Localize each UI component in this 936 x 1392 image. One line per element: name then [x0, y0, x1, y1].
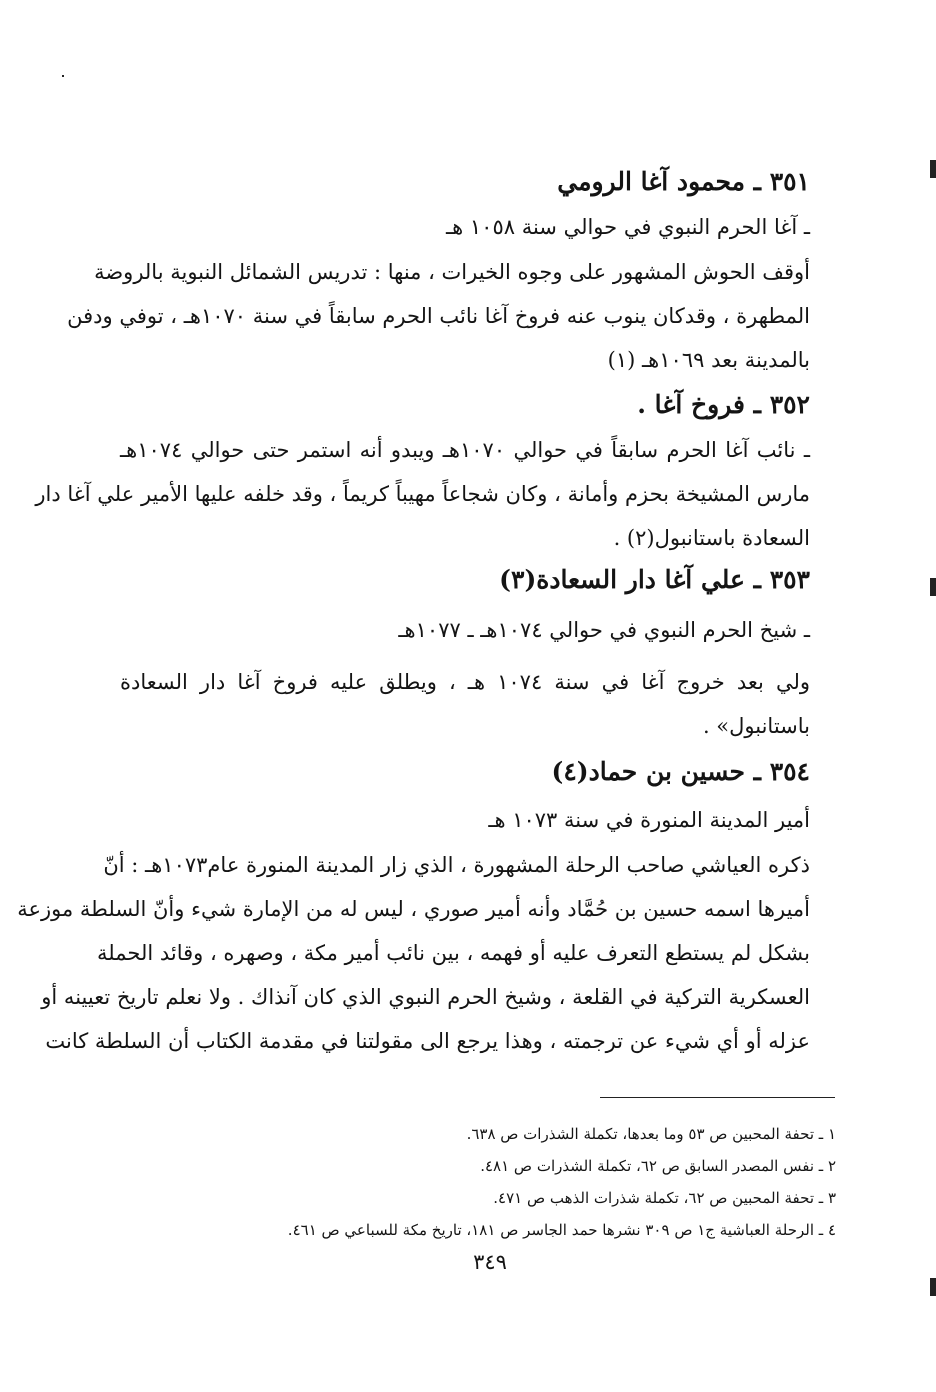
body-line: باستانبول» . — [702, 714, 810, 738]
body-line: مارس المشيخة بحزم وأمانة ، وكان شجاعاً مهيباً كريماً ، وقد خلفه عليها الأمير علي آغا دار — [35, 482, 810, 506]
entry-heading: ٣٥٣ ـ علي آغا دار السعادة(٣) — [499, 565, 810, 594]
body-line: ولي بعد خروج آغا في سنة ١٠٧٤ هـ ، ويطلق عليه فروخ آغا دار السعادة — [120, 670, 810, 694]
entry-354 — [120, 750, 810, 794]
entry-subtitle: ـ شيخ الحرم النبوي في حوالي ١٠٧٤هـ ـ ١٠٧٧هـ — [398, 618, 810, 642]
footnotes — [136, 1118, 836, 1246]
body-line: ـ نائب آغا الحرم سابقاً في حوالي ١٠٧٠هـ ويبدو أنه استمر حتى حوالي ١٠٧٤هـ — [120, 438, 810, 462]
entry-352 — [120, 383, 810, 427]
entry-heading: ٣٥٤ ـ حسين بن حماد(٤) — [551, 757, 810, 786]
entry-subtitle: أمير المدينة المنورة في سنة ١٠٧٣ هـ — [488, 808, 810, 832]
entry-351 — [120, 160, 810, 204]
page-number: ٣٤٩ — [473, 1250, 507, 1274]
entry-heading: ٣٥١ ـ محمود آغا الرومي — [557, 167, 810, 196]
entry-subtitle: ـ آغا الحرم النبوي في حوالي سنة ١٠٥٨ هـ — [446, 215, 810, 239]
entry-353-subtitle — [120, 608, 810, 652]
body-line: أميرها اسمه حسين بن حُمَّاد وأنه أمير صوري ، ليس له من الإمارة شيء وأنّ السلطة موزعة — [17, 897, 810, 921]
body-line: أوقف الحوش المشهور على وجوه الخيرات ، منها : تدريس الشمائل النبوية بالروضة — [94, 260, 810, 284]
entry-353-body — [120, 660, 810, 748]
footnote: ١ ـ تحفة المحبين ص ٥٣ وما بعدها، تكملة الشذرات ص ٦٣٨. — [466, 1125, 836, 1143]
scan-edge-mark — [930, 1278, 936, 1296]
entry-353 — [120, 558, 810, 602]
footnote: ٣ ـ تحفة المحبين ص ٦٢، تكملة شذرات الذهب ص ٤٧١. — [493, 1189, 836, 1207]
body-line: السعادة باستانبول(٢) . — [613, 526, 810, 550]
entry-heading: ٣٥٢ ـ فروخ آغا . — [637, 390, 810, 419]
entry-354-body — [17, 843, 810, 1063]
body-line: ذكره العياشي صاحب الرحلة المشهورة ، الذي زار المدينة المنورة عام١٠٧٣هـ : أنّ — [103, 853, 810, 877]
footnote: ٤ ـ الرحلة العباشية ج١ ص ٣٠٩ نشرها حمد الجاسر ص ١٨١، تاريخ مكة للسباعي ص ٤٦١. — [287, 1221, 836, 1239]
scan-edge-mark — [930, 160, 936, 178]
footnote-separator — [600, 1097, 835, 1098]
footnote: ٢ ـ نفس المصدر السابق ص ٦٢، تكملة الشذرات ص ٤٨١. — [480, 1157, 836, 1175]
entry-352-body — [35, 428, 810, 560]
entry-354-subtitle — [120, 798, 810, 842]
body-line: عزله أو أي شيء عن ترجمته ، وهذا يرجع الى مقولتنا في مقدمة الكتاب أن السلطة كانت — [45, 1029, 810, 1053]
entry-351-subtitle — [120, 205, 810, 249]
entry-351-body — [67, 250, 810, 382]
body-line: بالمدينة بعد ١٠٦٩هـ (١) — [607, 348, 810, 372]
body-line: بشكل لم يستطع التعرف عليه أو فهمه ، بين نائب أمير مكة ، وصهره ، وقائد الحملة — [97, 941, 810, 965]
body-line: العسكرية التركية في القلعة ، وشيخ الحرم النبوي الذي كان آنذاك . ولا نعلم تاريخ تعيينه أو — [41, 985, 810, 1009]
scan-edge-mark — [930, 578, 936, 596]
body-line: المطهرة ، وقدكان ينوب عنه فروخ آغا نائب الحرم سابقاً في سنة ١٠٧٠هـ ، توفي ودفن — [67, 304, 810, 328]
scan-speck — [62, 75, 64, 77]
